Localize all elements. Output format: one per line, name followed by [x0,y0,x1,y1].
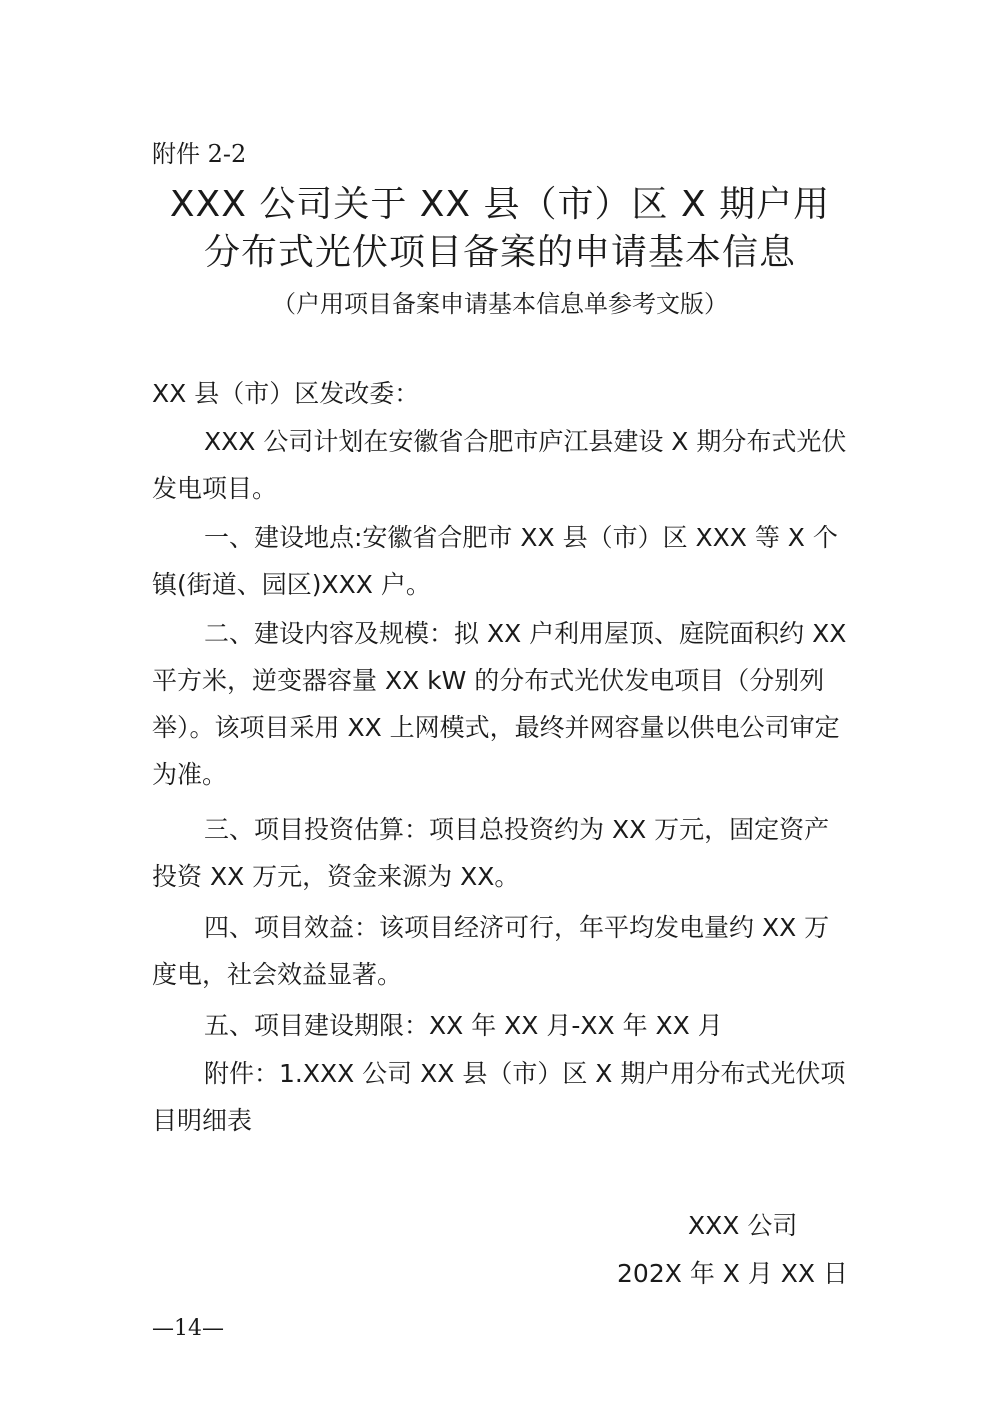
paragraph-intro: XXX 公司计划在安徽省合肥市庐江县建设 X 期分布式光伏发电项目。 [152,427,847,503]
salutation: XX 县（市）区发改委： [152,379,420,408]
paragraph-period: 五、项目建设期限：XX 年 XX 月-XX 年 XX 月 [204,1011,723,1040]
paragraph-content-scale: 二、建设内容及规模：拟 XX 户利用屋顶、庭院面积约 XX 平方米，逆变器容量 XX kW 的分布式光伏发电项目（分别列举）。该项目采用 XX 上网模式，最终并网容量以供电公司审定为准。 [152,619,847,789]
paragraph-attachment: 附件：1.XXX 公司 XX 县（市）区 X 期户用分布式光伏项目明细表 [152,1059,846,1135]
attachment-label: 附件 2-2 [152,140,247,168]
signature-date: 202X 年 X 月 XX 日 [617,1259,848,1288]
document-subtitle: （户用项目备案申请基本信息单参考文版） [272,290,728,318]
document-title-line2: 分布式光伏项目备案的申请基本信息 [203,232,796,273]
signature-company: XXX 公司 [688,1211,798,1240]
paragraph-location: 一、建设地点:安徽省合肥市 XX 县（市）区 XXX 等 X 个镇(街道、园区)XXX 户。 [152,523,838,599]
page-number: —14— [152,1316,224,1341]
paragraph-investment: 三、项目投资估算：项目总投资约为 XX 万元，固定资产投资 XX 万元，资金来源为 XX。 [152,815,830,891]
document-title-line1: XXX 公司关于 XX 县（市）区 X 期户用 [169,184,831,225]
paragraph-benefits: 四、项目效益：该项目经济可行，年平均发电量约 XX 万度电，社会效益显著。 [152,913,830,989]
